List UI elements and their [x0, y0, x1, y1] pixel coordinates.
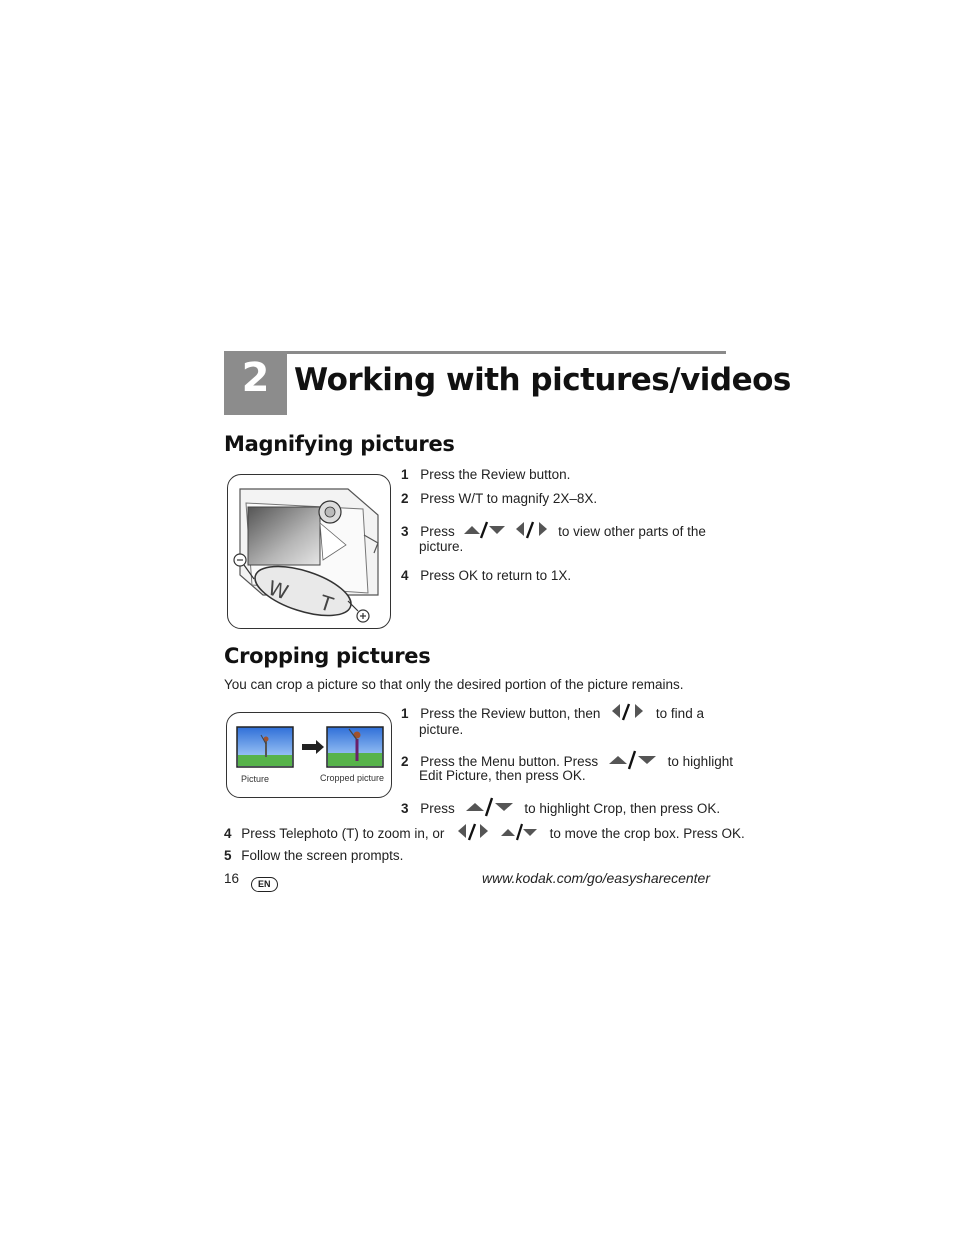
crop-step-1-cont: picture. [419, 722, 464, 737]
step-text: Press Telephoto (T) to zoom in, or [241, 826, 445, 842]
step-text: Press [420, 524, 455, 540]
camera-illustration-drawing [228, 475, 390, 628]
cropped-picture-label: Cropped picture [320, 773, 385, 783]
magnify-step-1 [401, 466, 570, 484]
step-number: 1 [401, 706, 409, 722]
step-text-end: to move the crop box. Press OK. [549, 826, 745, 842]
step-number: 4 [401, 568, 409, 583]
cropped-picture-thumbnail [327, 727, 383, 767]
up-down-arrows-icon [463, 520, 507, 545]
step-text-end: to find a [655, 706, 704, 722]
left-right-arrows-icon [610, 702, 646, 727]
step-text: Press [420, 801, 455, 817]
step-number: 2 [401, 491, 409, 506]
t-label: T [316, 590, 337, 617]
step-number: 3 [401, 801, 409, 817]
chapter-title: Working with pictures/videos [294, 362, 791, 398]
camera-zoom-illustration [227, 474, 391, 629]
chapter-rule [224, 351, 726, 354]
magnify-step-2 [401, 490, 597, 508]
crop-step-3 [401, 796, 720, 823]
step-text: Press W/T to magnify 2X–8X. [420, 491, 598, 506]
crop-step-4 [224, 822, 745, 847]
crop-step-2-cont: Edit Picture, then press OK. [419, 768, 586, 783]
chapter-number: 2 [224, 351, 287, 415]
crop-step-5 [224, 847, 403, 865]
up-down-arrows-icon [500, 822, 538, 847]
up-down-arrows-icon [465, 796, 515, 823]
crop-illustration [226, 712, 392, 798]
step-text: Follow the screen prompts. [241, 848, 404, 863]
step-number: 5 [224, 848, 232, 863]
footer-url[interactable]: www.kodak.com/go/easysharecenter [482, 870, 710, 886]
right-arrow-icon [302, 740, 324, 754]
picture-label: Picture [241, 774, 270, 784]
step-text-end: to highlight [667, 754, 733, 770]
magnify-step-3-cont: picture. [419, 539, 464, 554]
step-text: Press the Menu button. Press [420, 754, 599, 770]
zoom-in-icon [348, 601, 369, 622]
crop-heading: Cropping pictures [224, 644, 431, 668]
step-text: Press the Review button. [420, 467, 571, 482]
step-number: 1 [401, 467, 409, 482]
magnify-heading: Magnifying pictures [224, 432, 455, 456]
crop-illustration-drawing [227, 713, 391, 797]
original-picture-thumbnail [237, 727, 293, 767]
step-number: 4 [224, 826, 232, 842]
step-number: 3 [401, 524, 409, 540]
step-text-end: to highlight Crop, then press OK. [524, 801, 721, 817]
up-down-arrows-icon [608, 749, 658, 776]
crop-intro: You can crop a picture so that only the desired portion of the picture remains. [224, 677, 684, 692]
step-text-end: to view other parts of the [558, 524, 706, 540]
step-text: Press the Review button, then [420, 706, 601, 722]
magnify-step-4 [401, 567, 571, 585]
w-label: W [265, 575, 292, 605]
left-right-arrows-icon [456, 822, 490, 847]
language-badge: EN [251, 877, 278, 892]
page-number: 16 [224, 871, 240, 886]
step-text: Press OK to return to 1X. [420, 568, 572, 583]
language-badge-wrap [251, 874, 278, 892]
left-right-arrows-icon [514, 520, 550, 545]
step-number: 2 [401, 754, 409, 770]
